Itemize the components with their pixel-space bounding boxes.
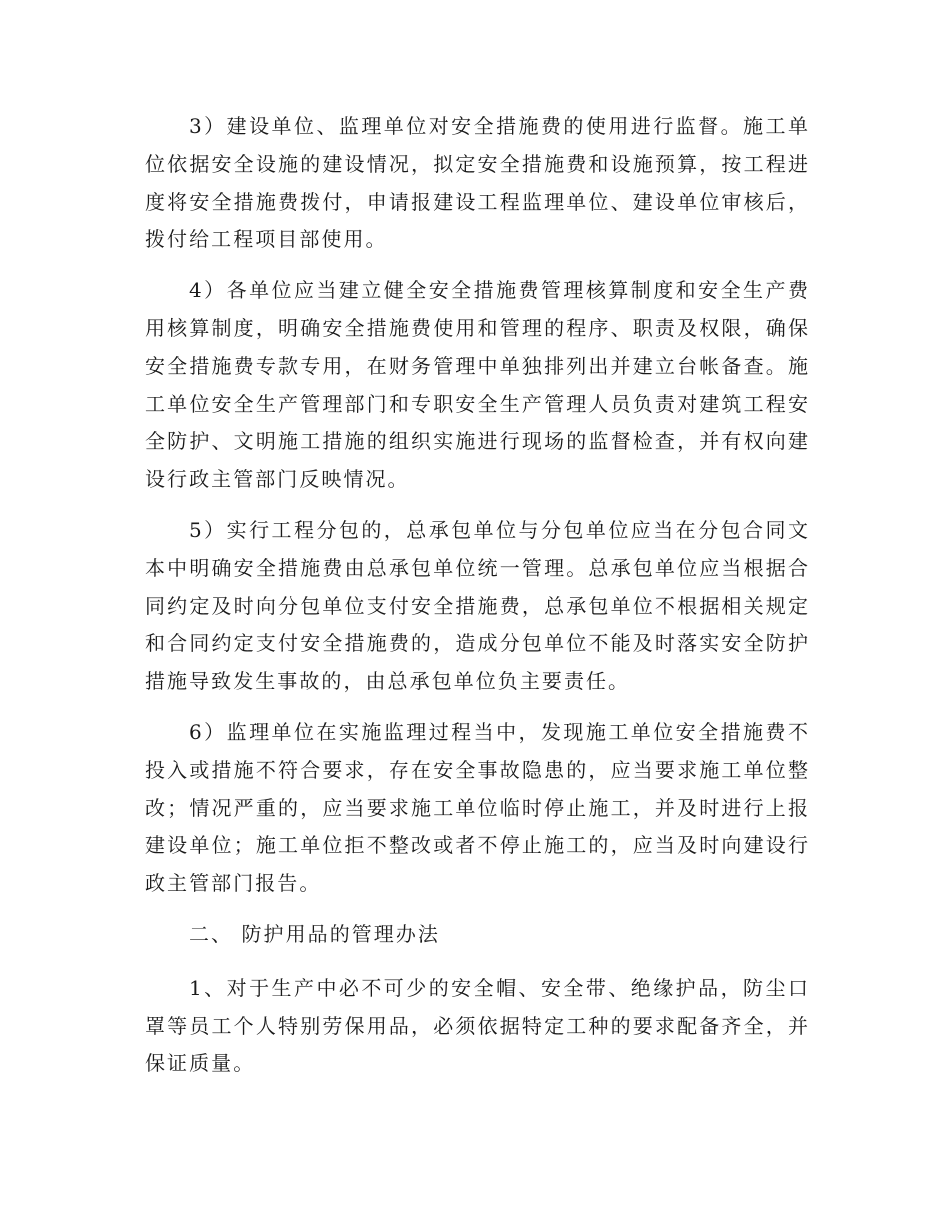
paragraph-item-6: 6）监理单位在实施监理过程当中，发现施工单位安全措施费不投入或措施不符合要求，存在安全事故隐患的，应当要求施工单位整改；情况严重的，应当要求施工单位临时停止施工，并及时进行上报建设单位；施工单位拒不整改或者不停止施工的，应当及时向建设行政主管部门报告。 <box>145 719 810 896</box>
section-heading: 二、 防护用品的管理办法 <box>189 921 440 946</box>
document-page <box>145 108 810 1096</box>
paragraph-item-3: 3）建设单位、监理单位对安全措施费的使用进行监督。施工单位依据安全设施的建设情况，拟定安全措施费和设施预算，按工程进度将安全措施费拨付，申请报建设工程监理单位、建设单位审核后，拨付给工程项目部使用。 <box>145 114 810 252</box>
paragraph-item-4: 4）各单位应当建立健全安全措施费管理核算制度和安全生产费用核算制度，明确安全措施费使用和管理的程序、职责及权限，确保安全措施费专款专用，在财务管理中单独排列出并建立台帐备查。施工单位安全生产管理部门和专职安全生产管理人员负责对建筑工程安全防护、文明施工措施的组织实施进行现场的监督检查，并有权向建设行政主管部门反映情况。 <box>145 278 810 492</box>
section-paragraph-1: 1、对于生产中必不可少的安全帽、安全带、绝缘护品，防尘口罩等员工个人特别劳保用品，必须依据特定工种的要求配备齐全，并保证质量。 <box>145 975 810 1076</box>
paragraph-item-5: 5）实行工程分包的，总承包单位与分包单位应当在分包合同文本中明确安全措施费由总承包单位统一管理。总承包单位应当根据合同约定及时向分包单位支付安全措施费，总承包单位不根据相关规定和合同约定支付安全措施费的，造成分包单位不能及时落实安全防护措施导致发生事故的，由总承包单位负主要责任。 <box>145 517 810 694</box>
